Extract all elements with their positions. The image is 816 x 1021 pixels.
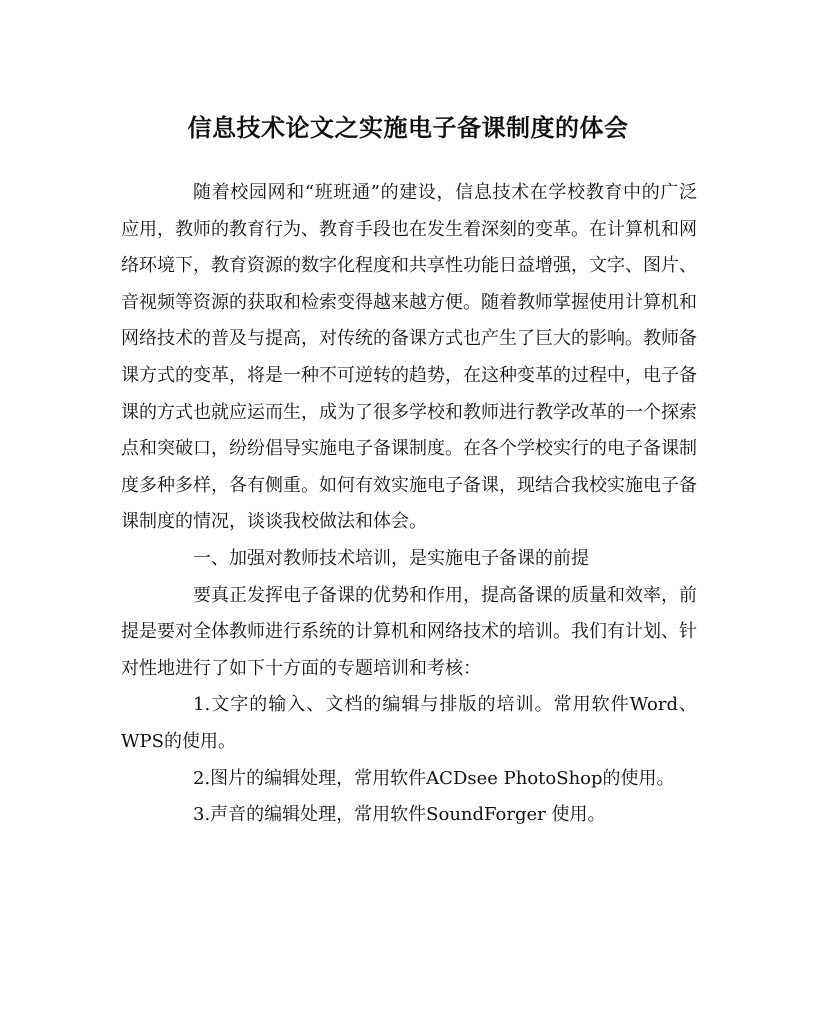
list-item-2: 2.图片的编辑处理，常用软件ACDsee PhotoShop的使用。 (193, 767, 675, 789)
document-title: 信息技术论文之实施电子备课制度的体会 (187, 113, 629, 142)
document-body (121, 175, 697, 834)
list-item-1: 1.文字的输入、文档的编辑与排版的培训。常用软件Word、WPS的使用。 (121, 694, 697, 752)
list-item-3: 3.声音的编辑处理，常用软件SoundForger 使用。 (193, 804, 606, 826)
paragraph-training: 要真正发挥电子备课的优势和作用，提高备课的质量和效率，前提是要对全体教师进行系统的计算机和网络技术的培训。我们有计划、针对性地进行了如下十方面的专题培训和考核： (121, 584, 697, 679)
section-heading-1: 一、加强对教师技术培训，是实施电子备课的前提 (193, 547, 589, 569)
paragraph-intro: 随着校园网和“班班通”的建设，信息技术在学校教育中的广泛应用，教师的教育行为、教育手段也在发生着深刻的变革。在计算机和网络环境下，教育资源的数字化程度和共享性功能日益增强，文字、图片、音视频等资源的获取和检索变得越来越方便。随着教师掌握使用计算机和网络技术的普及与提高，对传统的备课方式也产生了巨大的影响。教师备课方式的变革，将是一种不可逆转的趋势，在这种变革的过程中，电子备课的方式也就应运而生，成为了很多学校和教师进行教学改革的一个探索点和突破口，纷纷倡导实施电子备课制度。在各个学校实行的电子备课制度多种多样，各有侧重。如何有效实施电子备课，现结合我校实施电子备课制度的情况，谈谈我校做法和体会。 (121, 182, 697, 533)
